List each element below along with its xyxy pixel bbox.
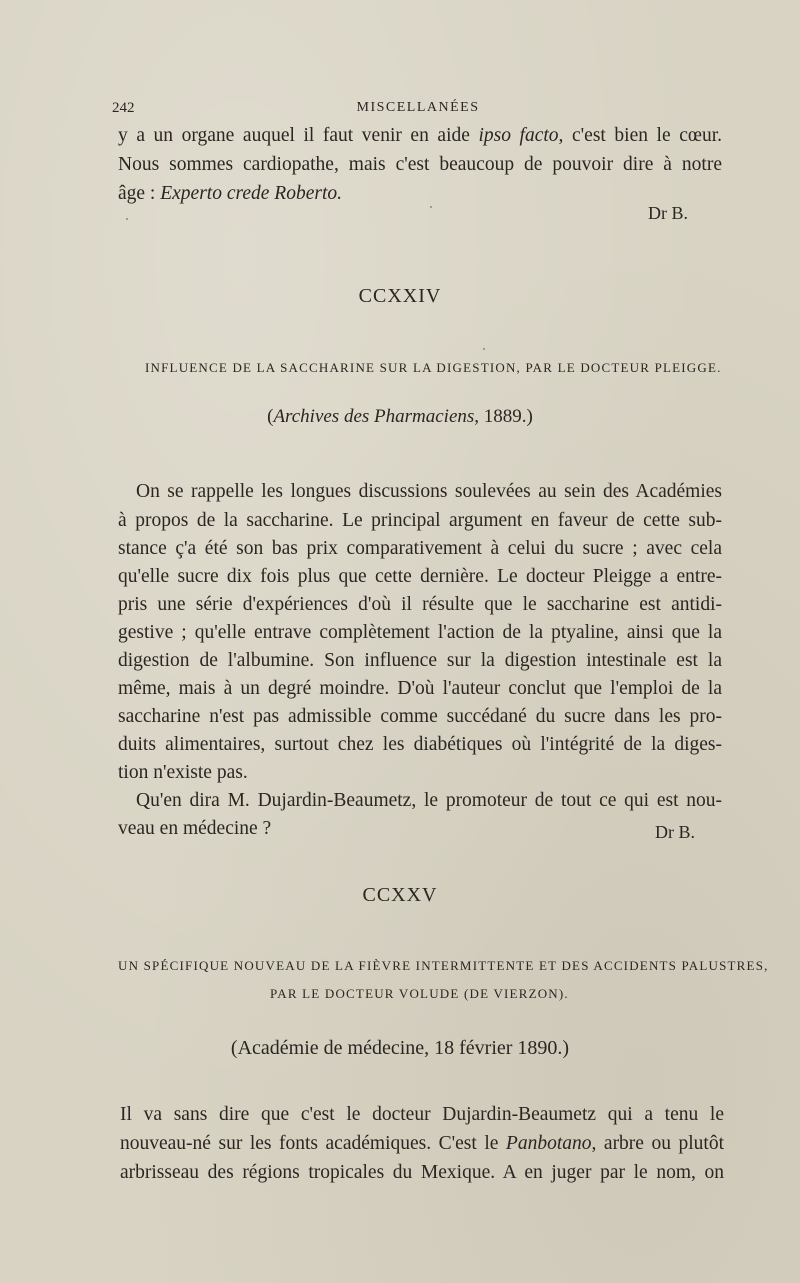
running-head: MISCELLANÉES <box>356 100 480 115</box>
section-ccxxiv-line-5: pris une série d'expériences d'où il résulte que le saccharine est antidi- <box>118 594 722 615</box>
section-ccxxiv-line-2: à propos de la saccharine. Le principal argument en faveur de cette sub- <box>118 510 722 531</box>
section-number-ccxxiv: CCXXIV <box>358 285 442 307</box>
section-ccxxiv-line-6: gestive ; qu'elle entrave complètement l'action de la ptyaline, ainsi que la <box>118 622 722 643</box>
section-ccxxiv-line-10: duits alimentaires, surtout chez les diabétiques où l'intégrité de la diges- <box>118 734 722 755</box>
page-number: 242 <box>112 100 135 116</box>
intro-signature: Dr B. <box>648 203 688 223</box>
intro-line-1: y a un organe auquel il faut venir en aide ipso facto, c'est bien le cœur. <box>118 125 722 146</box>
section-ccxxiv-line-11: tion n'existe pas. <box>118 762 248 783</box>
paper-speck <box>430 206 432 208</box>
section-ccxxv-line-3: arbrisseau des régions tropicales du Mexique. A en juger par le nom, on <box>120 1162 724 1183</box>
section-ccxxiv-line-3: stance ç'a été son bas prix comparativement à celui du sucre ; avec cela <box>118 538 722 559</box>
section-title-ccxxiv: INFLUENCE DE LA SACCHARINE SUR LA DIGESTION, PAR LE DOCTEUR PLEIGGE. <box>145 360 722 375</box>
section-ccxxiv-line-13: veau en médecine ? <box>118 818 272 839</box>
intro-line-3: âge : Experto crede Roberto. <box>118 183 342 204</box>
section-title-ccxxv-line-1: UN SPÉCIFIQUE NOUVEAU DE LA FIÈVRE INTERMITTENTE ET DES ACCIDENTS PALUSTRES, <box>118 958 769 973</box>
paper-speck <box>483 348 485 350</box>
section-number-ccxxv: CCXXV <box>362 884 438 906</box>
section-ccxxiv-line-7: digestion de l'albumine. Son influence sur la digestion intestinale est la <box>118 650 722 671</box>
section-ccxxiv-line-1: On se rappelle les longues discussions soulevées au sein des Académies <box>136 481 722 502</box>
intro-line-2: Nous sommes cardiopathe, mais c'est beaucoup de pouvoir dire à notre <box>118 154 722 175</box>
section-ccxxiv-line-8: même, mais à un degré moindre. D'où l'auteur conclut que l'emploi de la <box>118 678 722 699</box>
section-ccxxv-line-1: Il va sans dire que c'est le docteur Dujardin-Beaumetz qui a tenu le <box>120 1104 724 1125</box>
section-source-ccxxv: (Académie de médecine, 18 février 1890.) <box>230 1037 570 1059</box>
section-ccxxv-line-2: nouveau-né sur les fonts académiques. C'est le Panbotano, arbre ou plutôt <box>120 1133 724 1154</box>
page-header <box>112 100 724 124</box>
paper-speck <box>126 218 128 220</box>
section-ccxxiv-line-4: qu'elle sucre dix fois plus que cette dernière. Le docteur Pleigge a entre- <box>118 566 722 587</box>
section-source-ccxxiv: (Archives des Pharmaciens, 1889.) <box>267 406 533 427</box>
section-title-ccxxv-line-2: PAR LE DOCTEUR VOLUDE (DE VIERZON). <box>270 986 569 1001</box>
section-ccxxiv-line-9: saccharine n'est pas admissible comme succédané du sucre dans les pro- <box>118 706 722 727</box>
section-ccxxiv-line-12: Qu'en dira M. Dujardin-Beaumetz, le promoteur de tout ce qui est nou- <box>136 790 722 811</box>
section-signature-ccxxiv: Dr B. <box>655 822 695 842</box>
